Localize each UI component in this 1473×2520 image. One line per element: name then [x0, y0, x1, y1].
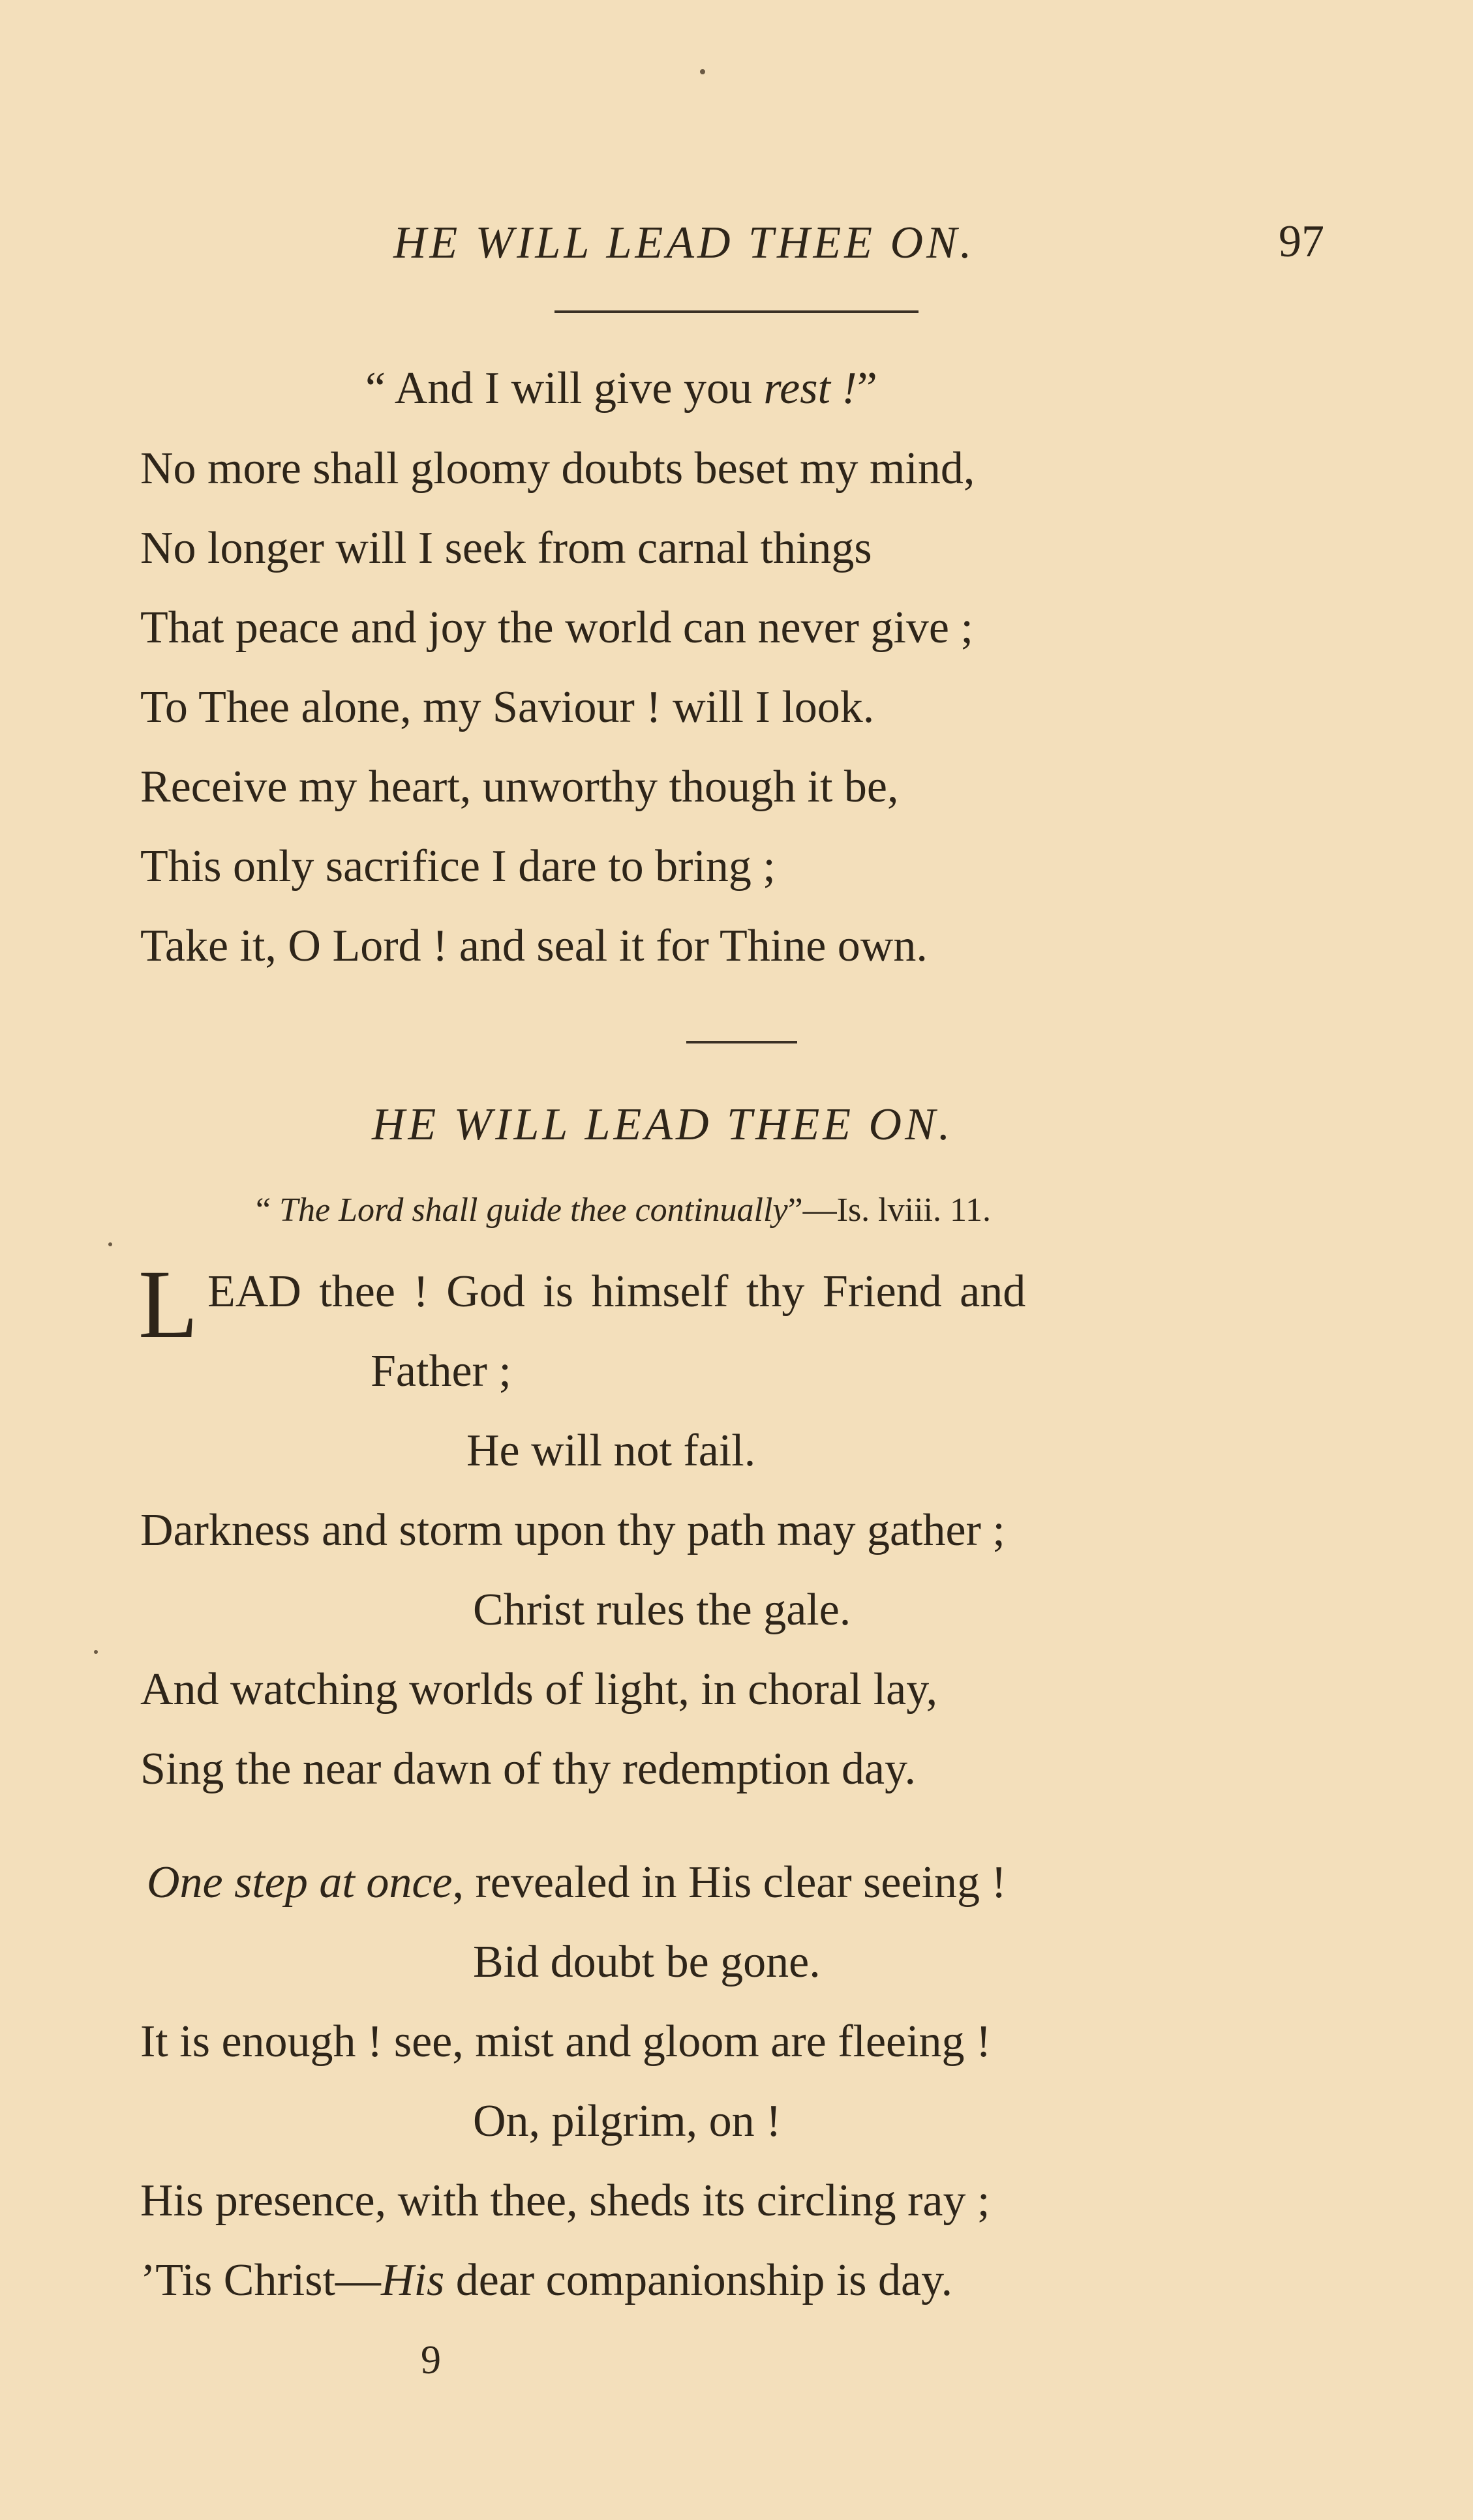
speck — [108, 1242, 112, 1246]
line-text: dear companionship is day. — [444, 2255, 953, 2305]
epigraph-open: “ — [256, 1192, 280, 1229]
stanza1-line-6: Sing the near dawn of thy redemption day. — [140, 1744, 917, 1794]
section-rule — [686, 1041, 797, 1043]
epigraph-citation: ”—Is. lviii. 11. — [787, 1192, 992, 1229]
stanza1-line-5: And watching worlds of light, in choral lay, — [140, 1664, 938, 1715]
emphasis: rest ! — [763, 363, 857, 413]
stanza1-line-3: Darkness and storm upon thy path may gather ; — [140, 1505, 1005, 1555]
emphasis: One step at once — [147, 1857, 453, 1908]
speck — [94, 1650, 98, 1654]
stanza1-line-2: He will not fail. — [466, 1426, 756, 1476]
stanza2-line-6 — [140, 2255, 953, 2305]
poem1-line-7: This only sacrifice I dare to bring ; — [140, 841, 776, 892]
stanza2-line-1 — [147, 1857, 1007, 1908]
signature-mark: 9 — [421, 2338, 441, 2382]
header-rule — [554, 310, 919, 313]
stanza1-line-4: Christ rules the gale. — [473, 1585, 851, 1635]
quote-close: ” — [857, 363, 877, 413]
stanza2-line-5: His presence, with thee, sheds its circling ray ; — [140, 2176, 990, 2226]
stanza1-line-1: EAD thee ! God is himself thy Friend and — [207, 1267, 1026, 1317]
stanza2-line-4: On, pilgrim, on ! — [473, 2096, 782, 2146]
running-title: HE WILL LEAD THEE ON. — [393, 218, 975, 268]
epigraph-quote: The Lord shall guide thee continually — [279, 1192, 788, 1229]
poem1-line-2: No more shall gloomy doubts beset my mind, — [140, 443, 975, 494]
poem1-line-8: Take it, O Lord ! and seal it for Thine own. — [140, 921, 928, 971]
drop-cap: L — [138, 1250, 198, 1358]
poem1-line-1 — [365, 363, 877, 413]
poem1-line-6: Receive my heart, unworthy though it be, — [140, 762, 899, 812]
poem1-line-5: To Thee alone, my Saviour ! will I look. — [140, 682, 875, 732]
stanza1-line-1-cont: Father ; — [371, 1346, 511, 1396]
stanza2-line-3: It is enough ! see, mist and gloom are fleeing ! — [140, 2017, 992, 2067]
speck — [700, 69, 705, 74]
stanza2-line-2: Bid doubt be gone. — [473, 1937, 821, 1987]
page-number: 97 — [1279, 217, 1324, 267]
emphasis: His — [380, 2255, 445, 2305]
poem2-title: HE WILL LEAD THEE ON. — [372, 1100, 954, 1150]
epigraph — [256, 1193, 991, 1227]
quote-open: “ And I will give you — [365, 363, 764, 413]
line-text: ’Tis Christ— — [140, 2255, 381, 2305]
line-text: , revealed in His clear seeing ! — [452, 1857, 1007, 1908]
poem1-line-3: No longer will I seek from carnal things — [140, 523, 872, 573]
poem1-line-4: That peace and joy the world can never give ; — [140, 603, 973, 653]
